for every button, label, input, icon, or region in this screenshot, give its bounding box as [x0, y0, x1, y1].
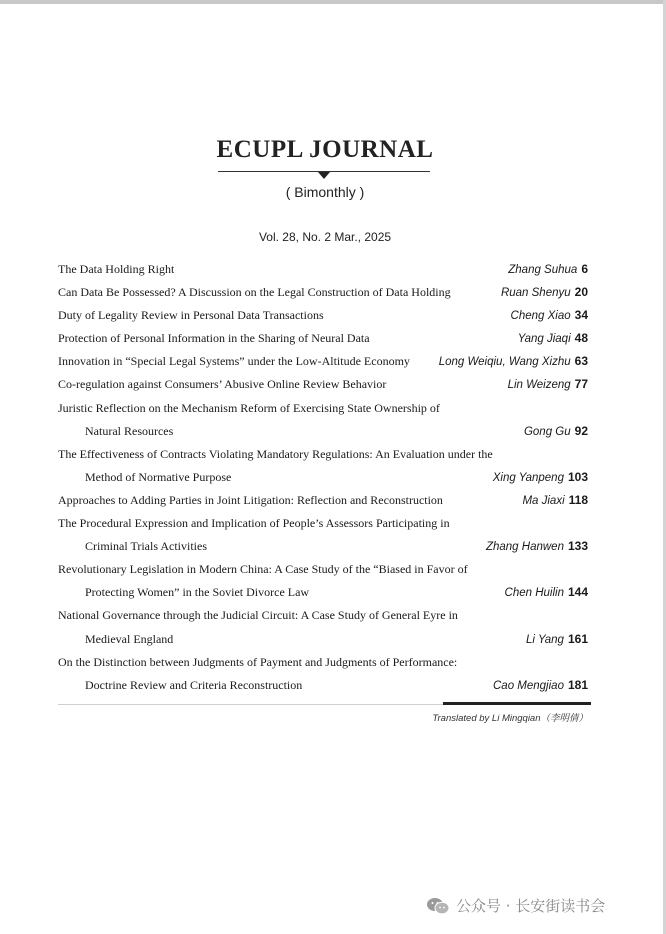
- toc-entry: [58, 535, 588, 558]
- journal-subtitle: ( Bimonthly ): [285, 184, 365, 200]
- toc-entry: [58, 466, 588, 489]
- toc-entry-page: 103: [567, 469, 588, 484]
- toc-entry: [58, 512, 588, 535]
- toc-entry-meta: [526, 628, 588, 652]
- toc-entry-title: Co-regulation against Consumers’ Abusive Online Review Behavior: [58, 377, 387, 392]
- toc-entry-title: The Procedural Expression and Implication of People’s Assessors Participating in: [58, 516, 450, 531]
- toc-entry-author: Zhang Suhua: [508, 264, 578, 276]
- toc-entry-title: Revolutionary Legislation in Modern China: A Case Study of the “Biased in Favor of: [58, 562, 468, 577]
- toc-entry: [58, 651, 588, 674]
- toc-entry-author: Xing Yanpeng: [492, 471, 564, 484]
- toc-entry: [58, 258, 588, 281]
- wechat-icon: [426, 897, 450, 915]
- toc-entry-page: 161: [567, 631, 588, 646]
- toc-entry-page: 133: [567, 539, 588, 554]
- toc-entry: [58, 281, 588, 304]
- toc-entry-title: On the Distinction between Judgments of Payment and Judgments of Performance:: [58, 654, 458, 669]
- toc-entry-page: 118: [568, 492, 588, 507]
- watermark-text: 公众号 · 长安街读书会: [456, 897, 606, 915]
- toc-entry-page: 181: [567, 677, 588, 692]
- watermark: [426, 895, 605, 916]
- toc-entry: [58, 420, 588, 443]
- toc-entry: [58, 397, 588, 420]
- journal-title: ECUPL JOURNAL: [216, 136, 434, 163]
- toc-entry: [58, 304, 588, 327]
- toc-entry-author: Gong Gu: [523, 425, 571, 438]
- toc-entry-title: Protection of Personal Information in the Sharing of Neural Data: [58, 331, 370, 346]
- toc-entry-page: 77: [574, 377, 588, 392]
- toc-entry: [58, 489, 588, 512]
- toc-entry-meta: [493, 466, 588, 490]
- toc-entry-title: Protecting Women” in the Soviet Divorce Law: [85, 585, 310, 600]
- toc-entry-title: Approaches to Adding Parties in Joint Litigation: Reflection and Reconstruction: [58, 492, 443, 507]
- toc-entry-page: 63: [574, 354, 588, 369]
- toc-entry-author: Ma Jiaxi: [522, 494, 565, 507]
- toc-entry: [58, 674, 588, 697]
- toc-entry-page: 20: [574, 285, 588, 300]
- toc-entry-author: Ruan Shenyu: [500, 287, 571, 300]
- toc-entry-title: National Governance through the Judicial Circuit: A Case Study of General Eyre in: [58, 608, 458, 623]
- toc-entry-meta: [524, 420, 588, 444]
- toc-entry-meta: [501, 281, 588, 305]
- toc-entry-author: Cheng Xiao: [510, 310, 571, 323]
- top-border: [0, 0, 666, 4]
- toc-entry-author: Cao Mengjiao: [493, 679, 564, 692]
- toc-entry-page: 48: [574, 331, 588, 346]
- toc-entry-page: 92: [574, 423, 588, 438]
- toc-entry-author: Long Weiqiu, Wang Xizhu: [438, 356, 571, 369]
- toc-entry-title: Natural Resources: [85, 423, 174, 438]
- toc-entry-author: Li Yang: [526, 633, 564, 646]
- toc-entry-page: 144: [567, 585, 588, 600]
- toc-entry-author: Yang Jiaqi: [517, 333, 571, 346]
- toc-entry-title: The Data Holding Right: [58, 262, 175, 276]
- toc-entry: [58, 558, 588, 581]
- toc-entry-author: Chen Huilin: [504, 587, 564, 600]
- toc-entry-title: Duty of Legality Review in Personal Data Transactions: [58, 308, 324, 323]
- toc-entry: [58, 604, 588, 627]
- toc-entry: [58, 373, 588, 396]
- toc-entry-meta: [486, 535, 588, 559]
- toc-entry: [58, 443, 588, 466]
- toc-entry-title: The Effectiveness of Contracts Violating Mandatory Regulations: An Evaluation under the: [58, 446, 493, 461]
- toc-entry-author: Lin Weizeng: [507, 379, 571, 392]
- toc-entry-page: 34: [574, 308, 588, 323]
- toc-entry-title: Can Data Be Possessed? A Discussion on the Legal Construction of Data Holding: [58, 285, 451, 300]
- toc-entry-title: Innovation in “Special Legal Systems” under the Low-Altitude Economy: [58, 354, 410, 369]
- toc-entry-meta: [505, 581, 588, 605]
- triangle-down-icon: [318, 172, 330, 179]
- table-of-contents: [58, 258, 588, 697]
- toc-entry-title: Juristic Reflection on the Mechanism Reform of Exercising State Ownership of: [58, 400, 440, 415]
- toc-entry-meta: [511, 304, 588, 328]
- toc-entry-meta: [439, 350, 588, 374]
- toc-entry-title: Method of Normative Purpose: [85, 469, 232, 484]
- toc-entry-author: Zhang Hanwen: [485, 541, 564, 554]
- translator-credit: Translated by Li Mingqian（李明倩）: [432, 713, 588, 724]
- toc-entry: [58, 628, 588, 651]
- toc-entry-meta: [508, 373, 588, 397]
- toc-entry-meta: [493, 674, 588, 698]
- toc-entry-meta: [508, 258, 588, 282]
- toc-entry-page: 6: [581, 262, 588, 276]
- toc-entry-title: Criminal Trials Activities: [85, 539, 208, 554]
- volume-info: Vol. 28, No. 2 Mar., 2025: [258, 230, 392, 244]
- footer-divider-accent: [443, 702, 591, 705]
- toc-entry-meta: [522, 489, 588, 513]
- toc-entry: [58, 581, 588, 604]
- toc-entry-title: Doctrine Review and Criteria Reconstruction: [85, 677, 303, 692]
- toc-entry-title: Medieval England: [85, 631, 174, 646]
- toc-entry: [58, 327, 588, 350]
- toc-entry: [58, 350, 588, 373]
- toc-entry-meta: [518, 327, 588, 351]
